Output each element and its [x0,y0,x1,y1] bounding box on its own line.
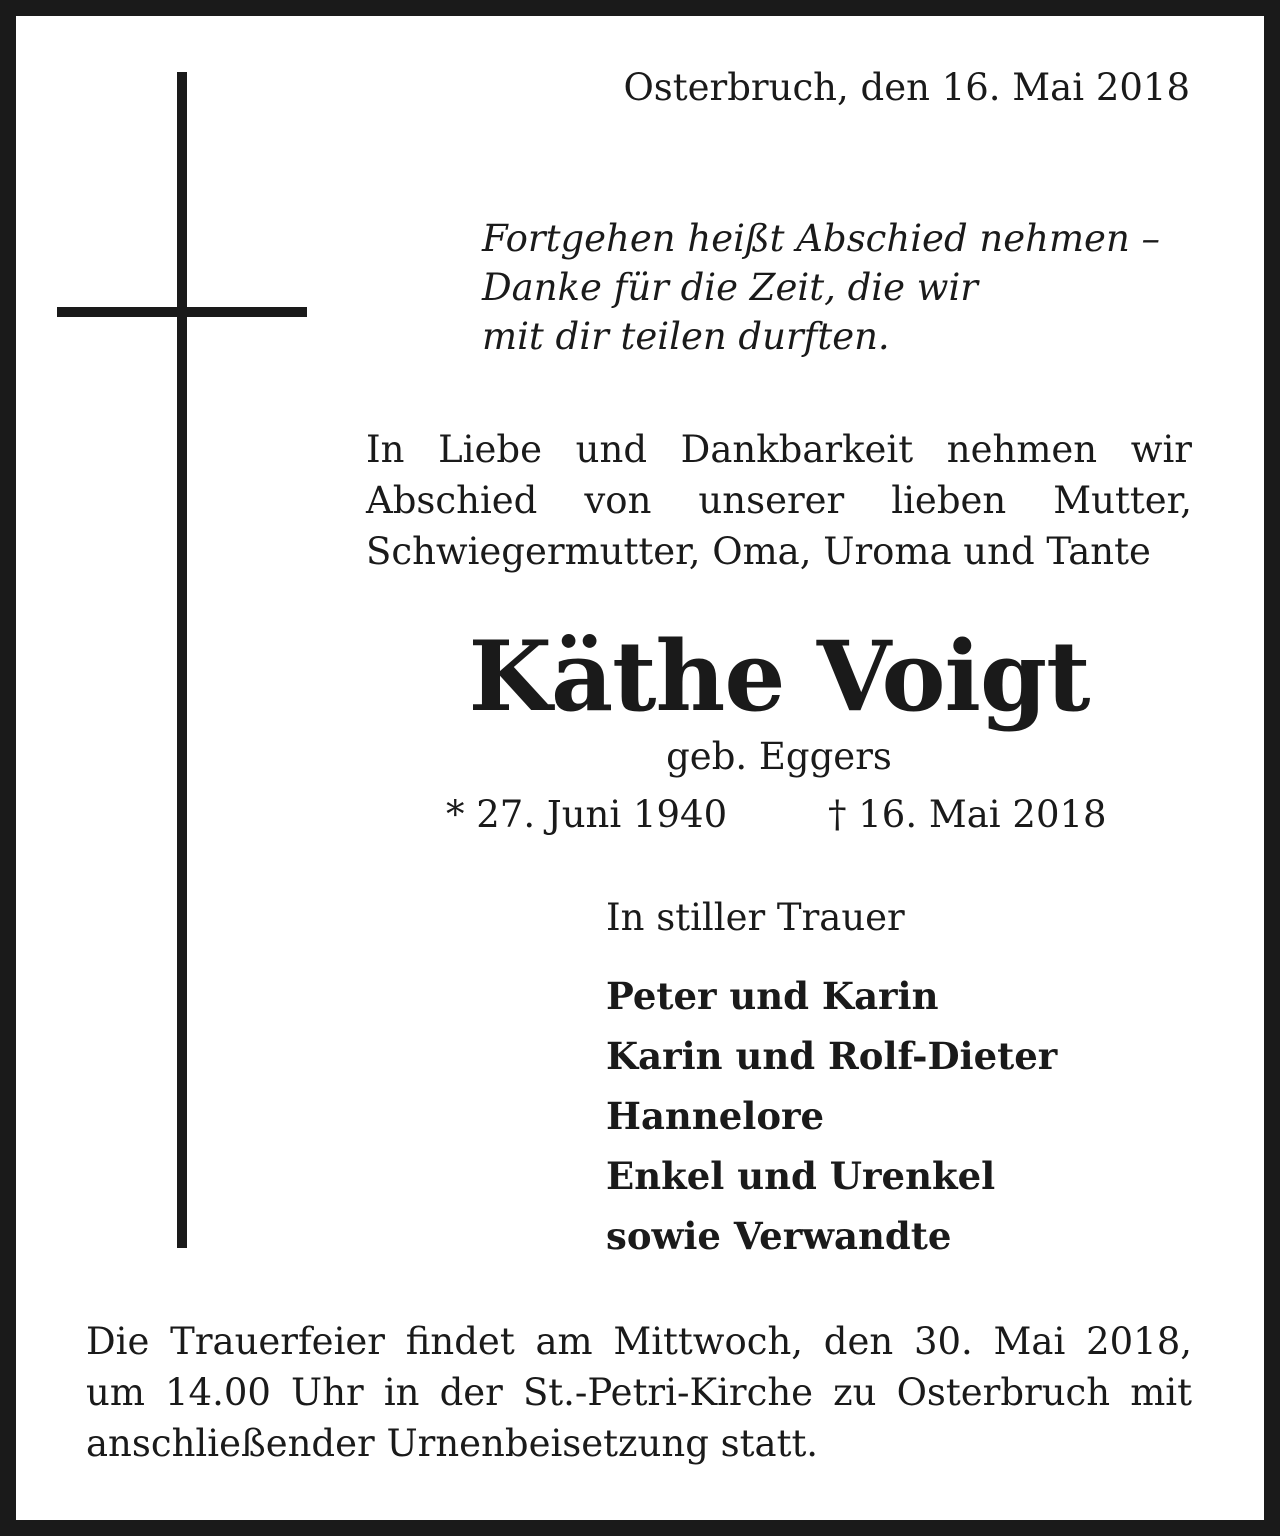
poem-line: mit dir teilen durften. [482,315,890,358]
mourner: Karin und Rolf-Dieter [606,1034,1058,1078]
deceased-name: Käthe Voigt [468,620,1090,733]
death-date: † 16. Mai 2018 [828,793,1107,836]
poem [482,214,1160,361]
intro-line: Schwiegermutter, Oma, Uroma und Tante [366,530,1151,573]
mourner: sowie Verwandte [606,1214,952,1258]
service-line: um 14.00 Uhr in der St.-Petri-Kirche zu Osterbruch mit [86,1371,1192,1414]
mourners-list [606,966,1057,1266]
service-notice [86,1316,1192,1469]
intro-line: In Liebe und Dankbarkeit nehmen wir [366,428,1192,471]
birth-name: geb. Eggers [666,735,892,778]
poem-line: Danke für die Zeit, die wir [482,266,978,309]
cross-icon-vertical [177,72,187,1248]
mourner: Peter und Karin [606,974,939,1018]
mourner: Hannelore [606,1094,825,1138]
service-line: Die Trauerfeier findet am Mittwoch, den 30. Mai 2018, [86,1320,1192,1363]
poem-line: Fortgehen heißt Abschied nehmen – [482,217,1161,260]
intro-line: Abschied von unserer lieben Mutter, [366,479,1192,522]
mourner: Enkel und Urenkel [606,1154,996,1198]
mourning-label: In stiller Trauer [606,896,905,939]
location-date: Osterbruch, den 16. Mai 2018 [623,66,1190,109]
birth-date: * 27. Juni 1940 [446,793,728,836]
cross-icon-horizontal [57,307,307,317]
service-line: anschließender Urnenbeisetzung statt. [86,1422,819,1465]
intro-text [366,424,1192,577]
